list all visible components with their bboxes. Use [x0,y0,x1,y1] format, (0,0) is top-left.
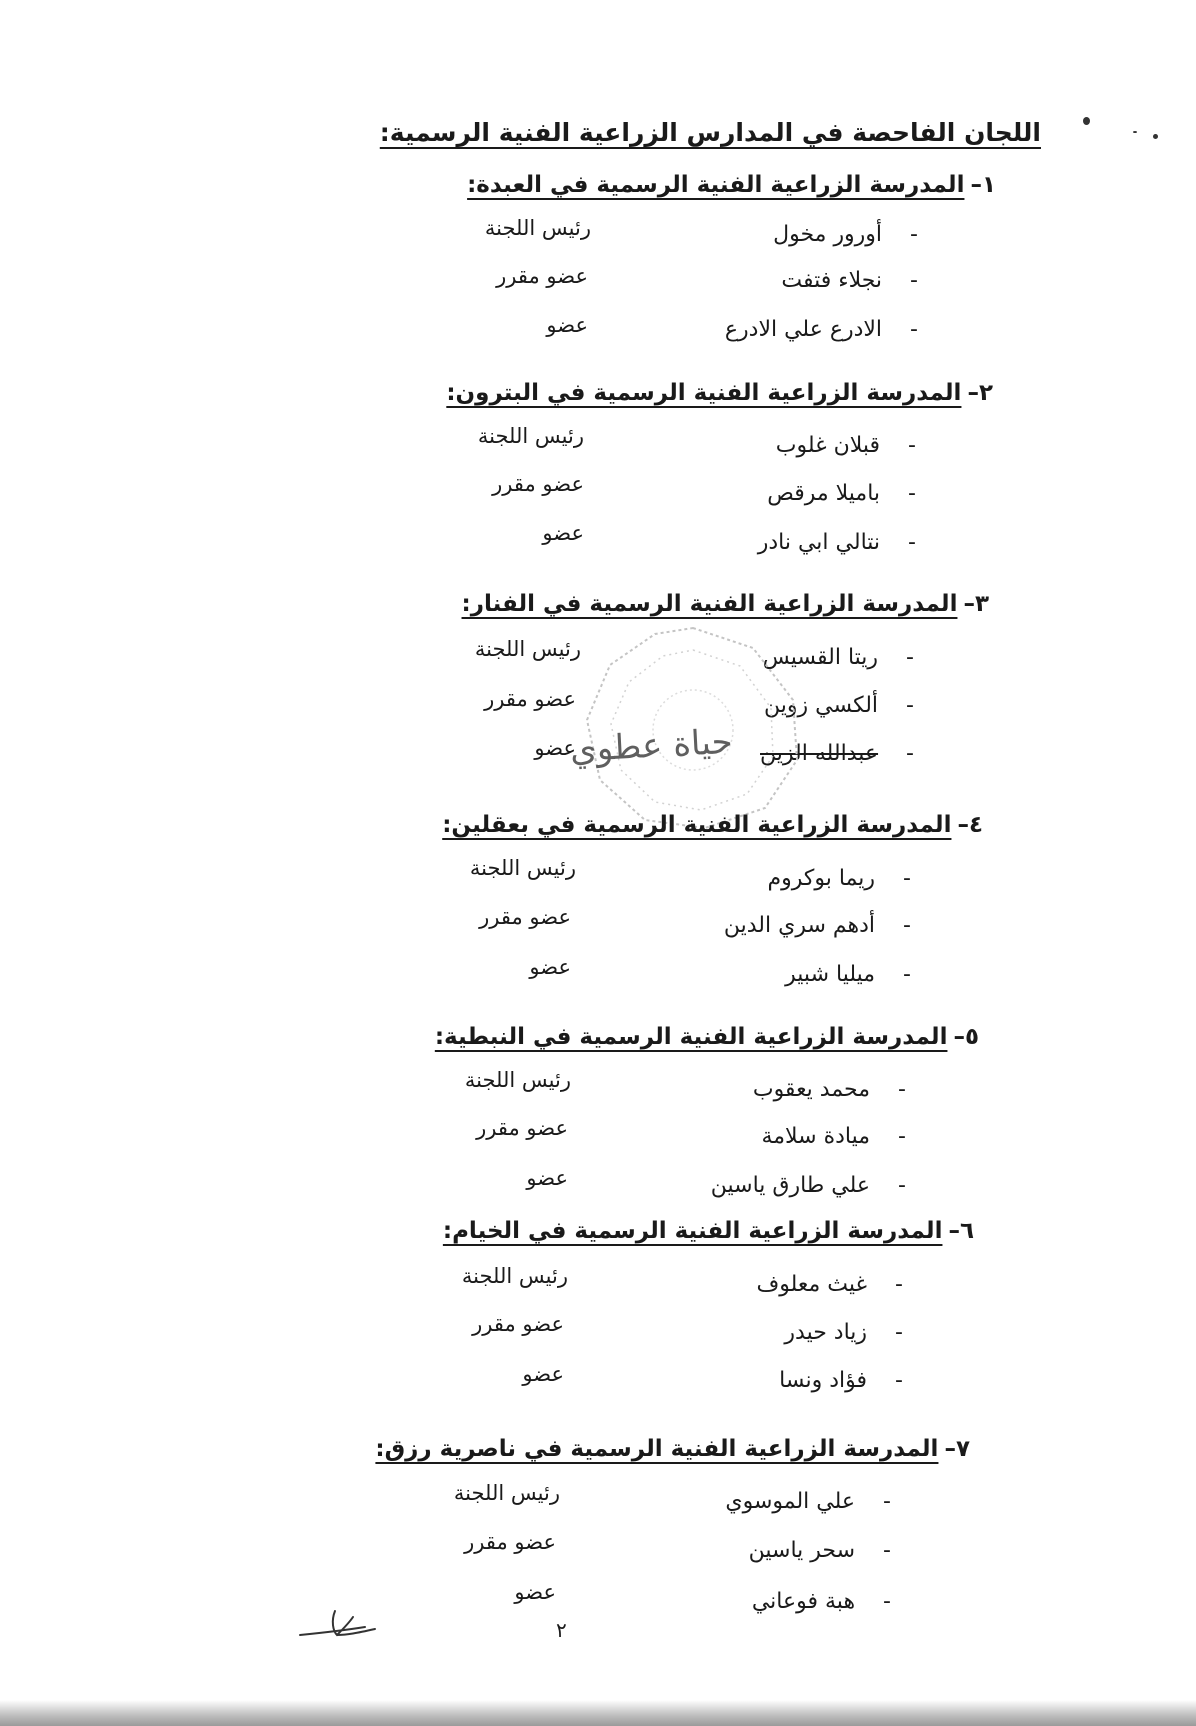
member-role: عضو [546,313,588,337]
section-heading [443,1218,974,1244]
list-dash: - [903,962,911,987]
member-role: رئيس اللجنة [477,424,584,448]
member-role: عضو [529,955,571,979]
section-number: ٢– [967,380,993,406]
list-dash: - [908,530,916,555]
section-heading [435,1024,979,1050]
list-dash: - [906,645,914,670]
member-role: عضو مقرر [479,905,571,929]
member-name: -باميلا مرقص [767,481,916,506]
initials-mark [295,1605,385,1645]
section-title: المدرسة الزراعية الفنية الرسمية في العبدة: [467,172,965,198]
list-dash: - [898,1173,906,1198]
list-dash: - [903,913,911,938]
member-role: رئيس اللجنة [461,1264,568,1288]
member-role: عضو مقرر [464,1530,556,1554]
member-name: -علي طارق ياسين [710,1173,906,1198]
member-name: -محمد يعقوب [752,1077,906,1102]
member-name: -زياد حيدر [784,1320,903,1345]
member-name: -أدهم سري الدين [723,913,911,938]
member-role: عضو [534,736,576,760]
list-dash: - [910,317,918,342]
member-name: -هبة فوعاني [751,1589,891,1614]
scan-edge-shadow [0,1700,1196,1726]
member-role: عضو مقرر [496,264,588,288]
member-name: -عبدالله الزين [760,741,914,766]
member-role: عضو [542,521,584,545]
list-dash: - [898,1124,906,1149]
member-role: عضو [514,1580,556,1604]
section-title: المدرسة الزراعية الفنية الرسمية في ناصرية رزق: [375,1436,939,1462]
list-dash: - [906,741,914,766]
member-role: رئيس اللجنة [464,1068,571,1092]
section-number: ٥– [953,1024,979,1050]
section-title: المدرسة الزراعية الفنية الرسمية في البترون: [446,380,962,406]
member-name: -ميليا شبير [785,962,911,987]
list-dash: - [883,1489,891,1514]
list-dash: - [895,1272,903,1297]
list-dash: - [898,1077,906,1102]
document-title: اللجان الفاحصة في المدارس الزراعية الفنية الرسمية: [379,118,1041,147]
section-heading [375,1436,970,1462]
section-heading [467,172,996,198]
section-title: المدرسة الزراعية الفنية الرسمية في الخيام: [442,1218,943,1244]
member-role: عضو مقرر [476,1116,568,1140]
member-name: -سحر ياسين [748,1538,891,1563]
member-name: -ريتا القسيس [762,645,914,670]
member-name: -نجلاء فتفت [781,268,918,293]
section-number: ٦– [948,1218,974,1244]
section-number: ١– [970,172,996,198]
section-heading [446,380,993,406]
scan-speck [1153,134,1158,139]
scan-speck [1083,117,1090,125]
section-title: المدرسة الزراعية الفنية الرسمية في النبطية: [434,1024,948,1050]
member-name: -ميادة سلامة [761,1124,906,1149]
list-dash: - [910,222,918,247]
list-dash: - [883,1589,891,1614]
list-dash: - [906,693,914,718]
page-number: ٢ [556,1618,567,1642]
list-dash: - [903,866,911,891]
member-name: -قبلان غلوب [775,433,916,458]
scan-speck [1133,131,1137,133]
handwritten-signature: حياة عطوي [569,721,734,771]
member-role: عضو مقرر [472,1312,564,1336]
member-role: عضو مقرر [484,687,576,711]
member-name: -غيث معلوف [756,1272,903,1297]
member-role: رئيس اللجنة [469,856,576,880]
member-name: -ريما بوكروم [767,866,911,891]
member-role: عضو [526,1166,568,1190]
member-name: -علي الموسوي [725,1489,891,1514]
list-dash: - [895,1368,903,1393]
section-number: ٧– [944,1436,970,1462]
member-name: -ألكسي زوين [764,693,914,718]
section-heading [442,812,983,838]
member-role: رئيس اللجنة [453,1481,560,1505]
section-number: ٤– [957,812,983,838]
list-dash: - [883,1538,891,1563]
member-role: رئيس اللجنة [474,637,581,661]
member-name: -نتالي ابي نادر [757,530,916,555]
list-dash: - [910,268,918,293]
list-dash: - [908,481,916,506]
section-title: المدرسة الزراعية الفنية الرسمية في بعقلين: [442,812,952,838]
member-name: -أورور مخول [773,222,918,247]
member-role: عضو [522,1362,564,1386]
section-number: ٣– [963,591,989,617]
section-heading [462,591,989,617]
list-dash: - [908,433,916,458]
member-name: -فؤاد ونسا [779,1368,903,1393]
member-role: رئيس اللجنة [484,216,591,240]
list-dash: - [895,1320,903,1345]
member-role: عضو مقرر [492,472,584,496]
section-title: المدرسة الزراعية الفنية الرسمية في الفنار: [461,591,958,617]
member-name: -الادرع علي الادرع [724,317,918,342]
